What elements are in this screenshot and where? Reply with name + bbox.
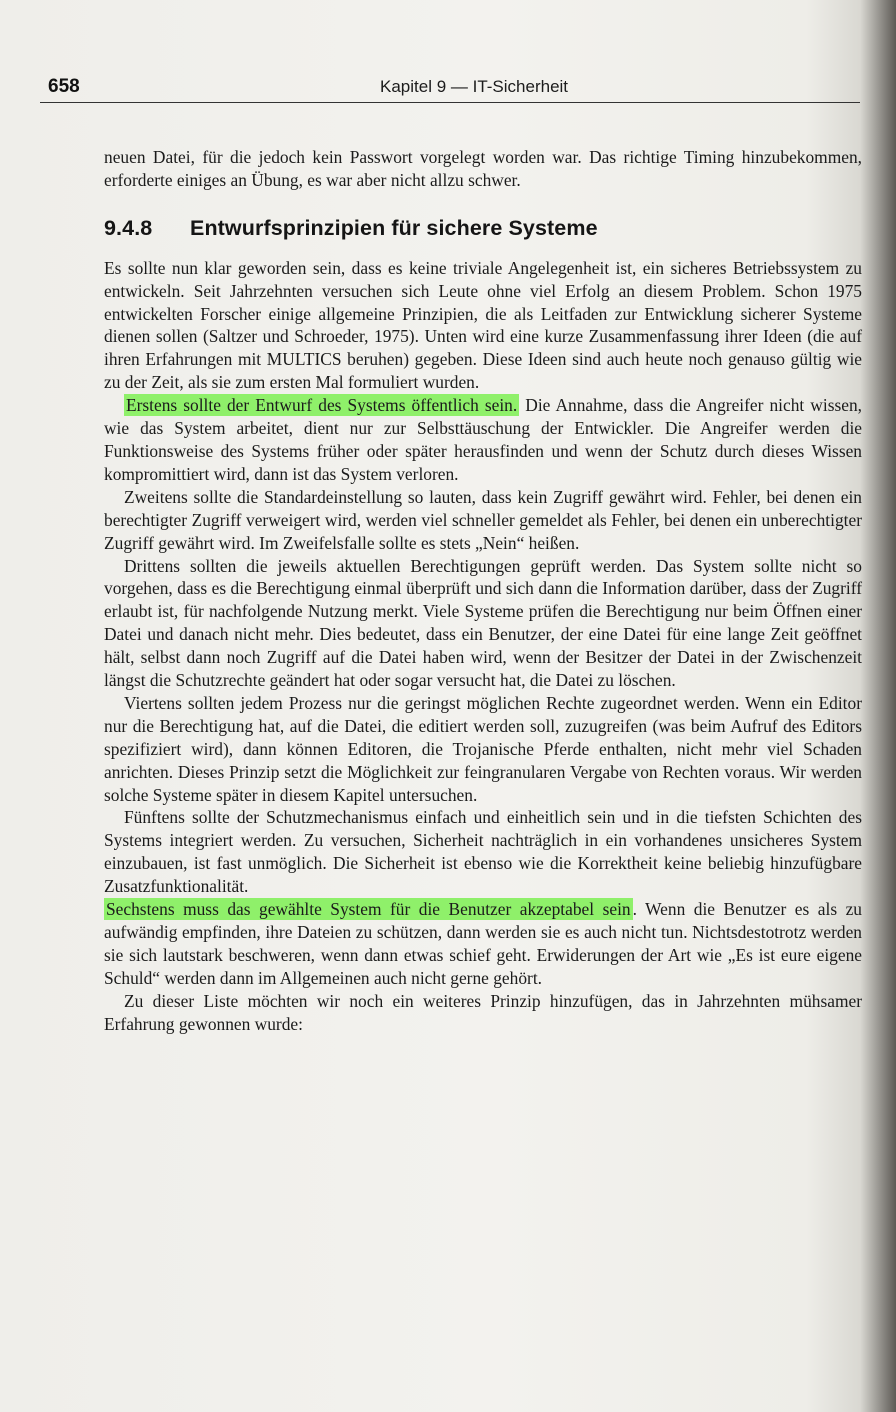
intro-paragraph: neuen Datei, für die jedoch kein Passwort vorgelegt worden war. Das richtige Timing hinzubekommen, erforderte einiges an Übung, es war aber nicht allzu schwer. — [104, 147, 862, 190]
paragraph-principle-3: Drittens sollten die jeweils aktuellen Berechtigungen geprüft werden. Das System sollte nicht so vorgehen, dass es die Berechtigung einmal überprüft und sich dann die Information darüber, dass der Zugriff erlaubt ist, für nachfolgende Nutzung merkt. Viele Systeme prüfen die Berechtigung nur beim Öffnen einer Datei und danach nicht mehr. Dies bedeutet, dass ein Benutzer, der eine Datei für eine lange Zeit geöffnet hält, selbst dann noch Zugriff auf die Datei haben wird, wenn der Besitzer der Datei in der Zwischenzeit längst die Schutzrechte geändert hat oder sogar versucht hat, die Datei zu löschen. — [104, 555, 862, 691]
section-heading — [104, 217, 862, 240]
paragraph-principle-1 — [104, 394, 862, 486]
paragraph-intro-principles: Es sollte nun klar geworden sein, dass es keine triviale Angelegenheit ist, ein sicheres Betriebssystem zu entwickeln. Seit Jahrzehnten versuchen sich Leute ohne viel Erfolg an diesem Problem. Schon 1975 entwickelten Forscher einige allgemeine Prinzipien, die als Leitfaden zur Entwicklung sicherer Systeme dienen sollen (Saltzer und Schroeder, 1975). Unten wird eine kurze Zusammenfassung ihrer Ideen (die auf ihren Erfahrungen mit MULTICS beruhen) gegeben. Diese Ideen sind auch heute noch genauso gültig wie zu der Zeit, als sie zum ersten Mal formuliert wurden. — [104, 257, 862, 393]
paragraph-principle-4: Viertens sollten jedem Prozess nur die geringst möglichen Rechte zugeordnet werden. Wenn ein Editor nur die Berechtigung hat, auf die Datei, die editiert werden soll, zuzugreifen (was beim Aufruf des Editors spezifiziert wird), dann können Editoren, die Trojanische Pferde enthalten, nicht mehr viel Schaden anrichten. Dieses Prinzip setzt die Möglichkeit zur feingranularen Vergabe von Rechten voraus. Wir werden solche Systeme später in diesem Kapitel untersuchen. — [104, 692, 862, 805]
principle-6-text: . Wenn die Benutzer es als zu aufwändig empfinden, ihre Dateien zu schützen, dann werden sie es auch nicht tun. Nichtsdestotrotz werden sie sich lautstark beschweren, wenn dann etwas schief geht. Erwiderungen der Art wie „Es ist eure eigene Schuld“ werden dann im Allgemeinen auch nicht gerne gehört. — [104, 899, 862, 988]
paragraph-principle-6 — [104, 898, 862, 990]
page-body — [104, 146, 862, 1036]
page-number: 658 — [48, 76, 80, 97]
section-number: 9.4.8 — [104, 215, 153, 240]
section-title: Entwurfsprinzipien für sichere Systeme — [190, 215, 598, 240]
page-header — [40, 74, 860, 103]
highlight-principle-1: Erstens sollte der Entwurf des Systems öffentlich sein. — [126, 395, 518, 416]
principle-1-text: Die Annahme, dass die Angreifer nicht wissen, wie das System arbeitet, dient nur zur Selbsttäuschung der Entwickler. Die Angreifer werden die Funktionsweise des Systems früher oder später herausfinden und wenn der Schutz durch dieses Wissen kompromittiert wird, dann ist das System verloren. — [104, 395, 862, 484]
paragraph-principle-2: Zweitens sollte die Standardeinstellung so lauten, dass kein Zugriff gewährt wird. Fehler, bei denen ein berechtigter Zugriff verweigert wird, werden viel schneller gemeldet als Fehler, bei denen ein unberechtigter Zugriff gewährt wird. Im Zweifelsfalle sollte es stets „Nein“ heißen. — [104, 486, 862, 553]
highlight-principle-6: Sechstens muss das gewählte System für die Benutzer akzeptabel sein — [106, 899, 631, 920]
paragraph-closing: Zu dieser Liste möchten wir noch ein weiteres Prinzip hinzufügen, das in Jahrzehnten mühsamer Erfahrung gewonnen wurde: — [104, 990, 862, 1034]
paragraph-principle-5: Fünftens sollte der Schutzmechanismus einfach und einheitlich sein und in die tiefsten Schichten des Systems integriert werden. Zu versuchen, Sicherheit nachträglich in ein vorhandenes unsicheres System einzubauen, ist fast unmöglich. Die Sicherheit ist ebenso wie die Korrektheit keine beliebig hinzufügbare Zusatzfunktionalität. — [104, 807, 862, 897]
running-title: Kapitel 9 — IT-Sicherheit — [380, 77, 569, 96]
